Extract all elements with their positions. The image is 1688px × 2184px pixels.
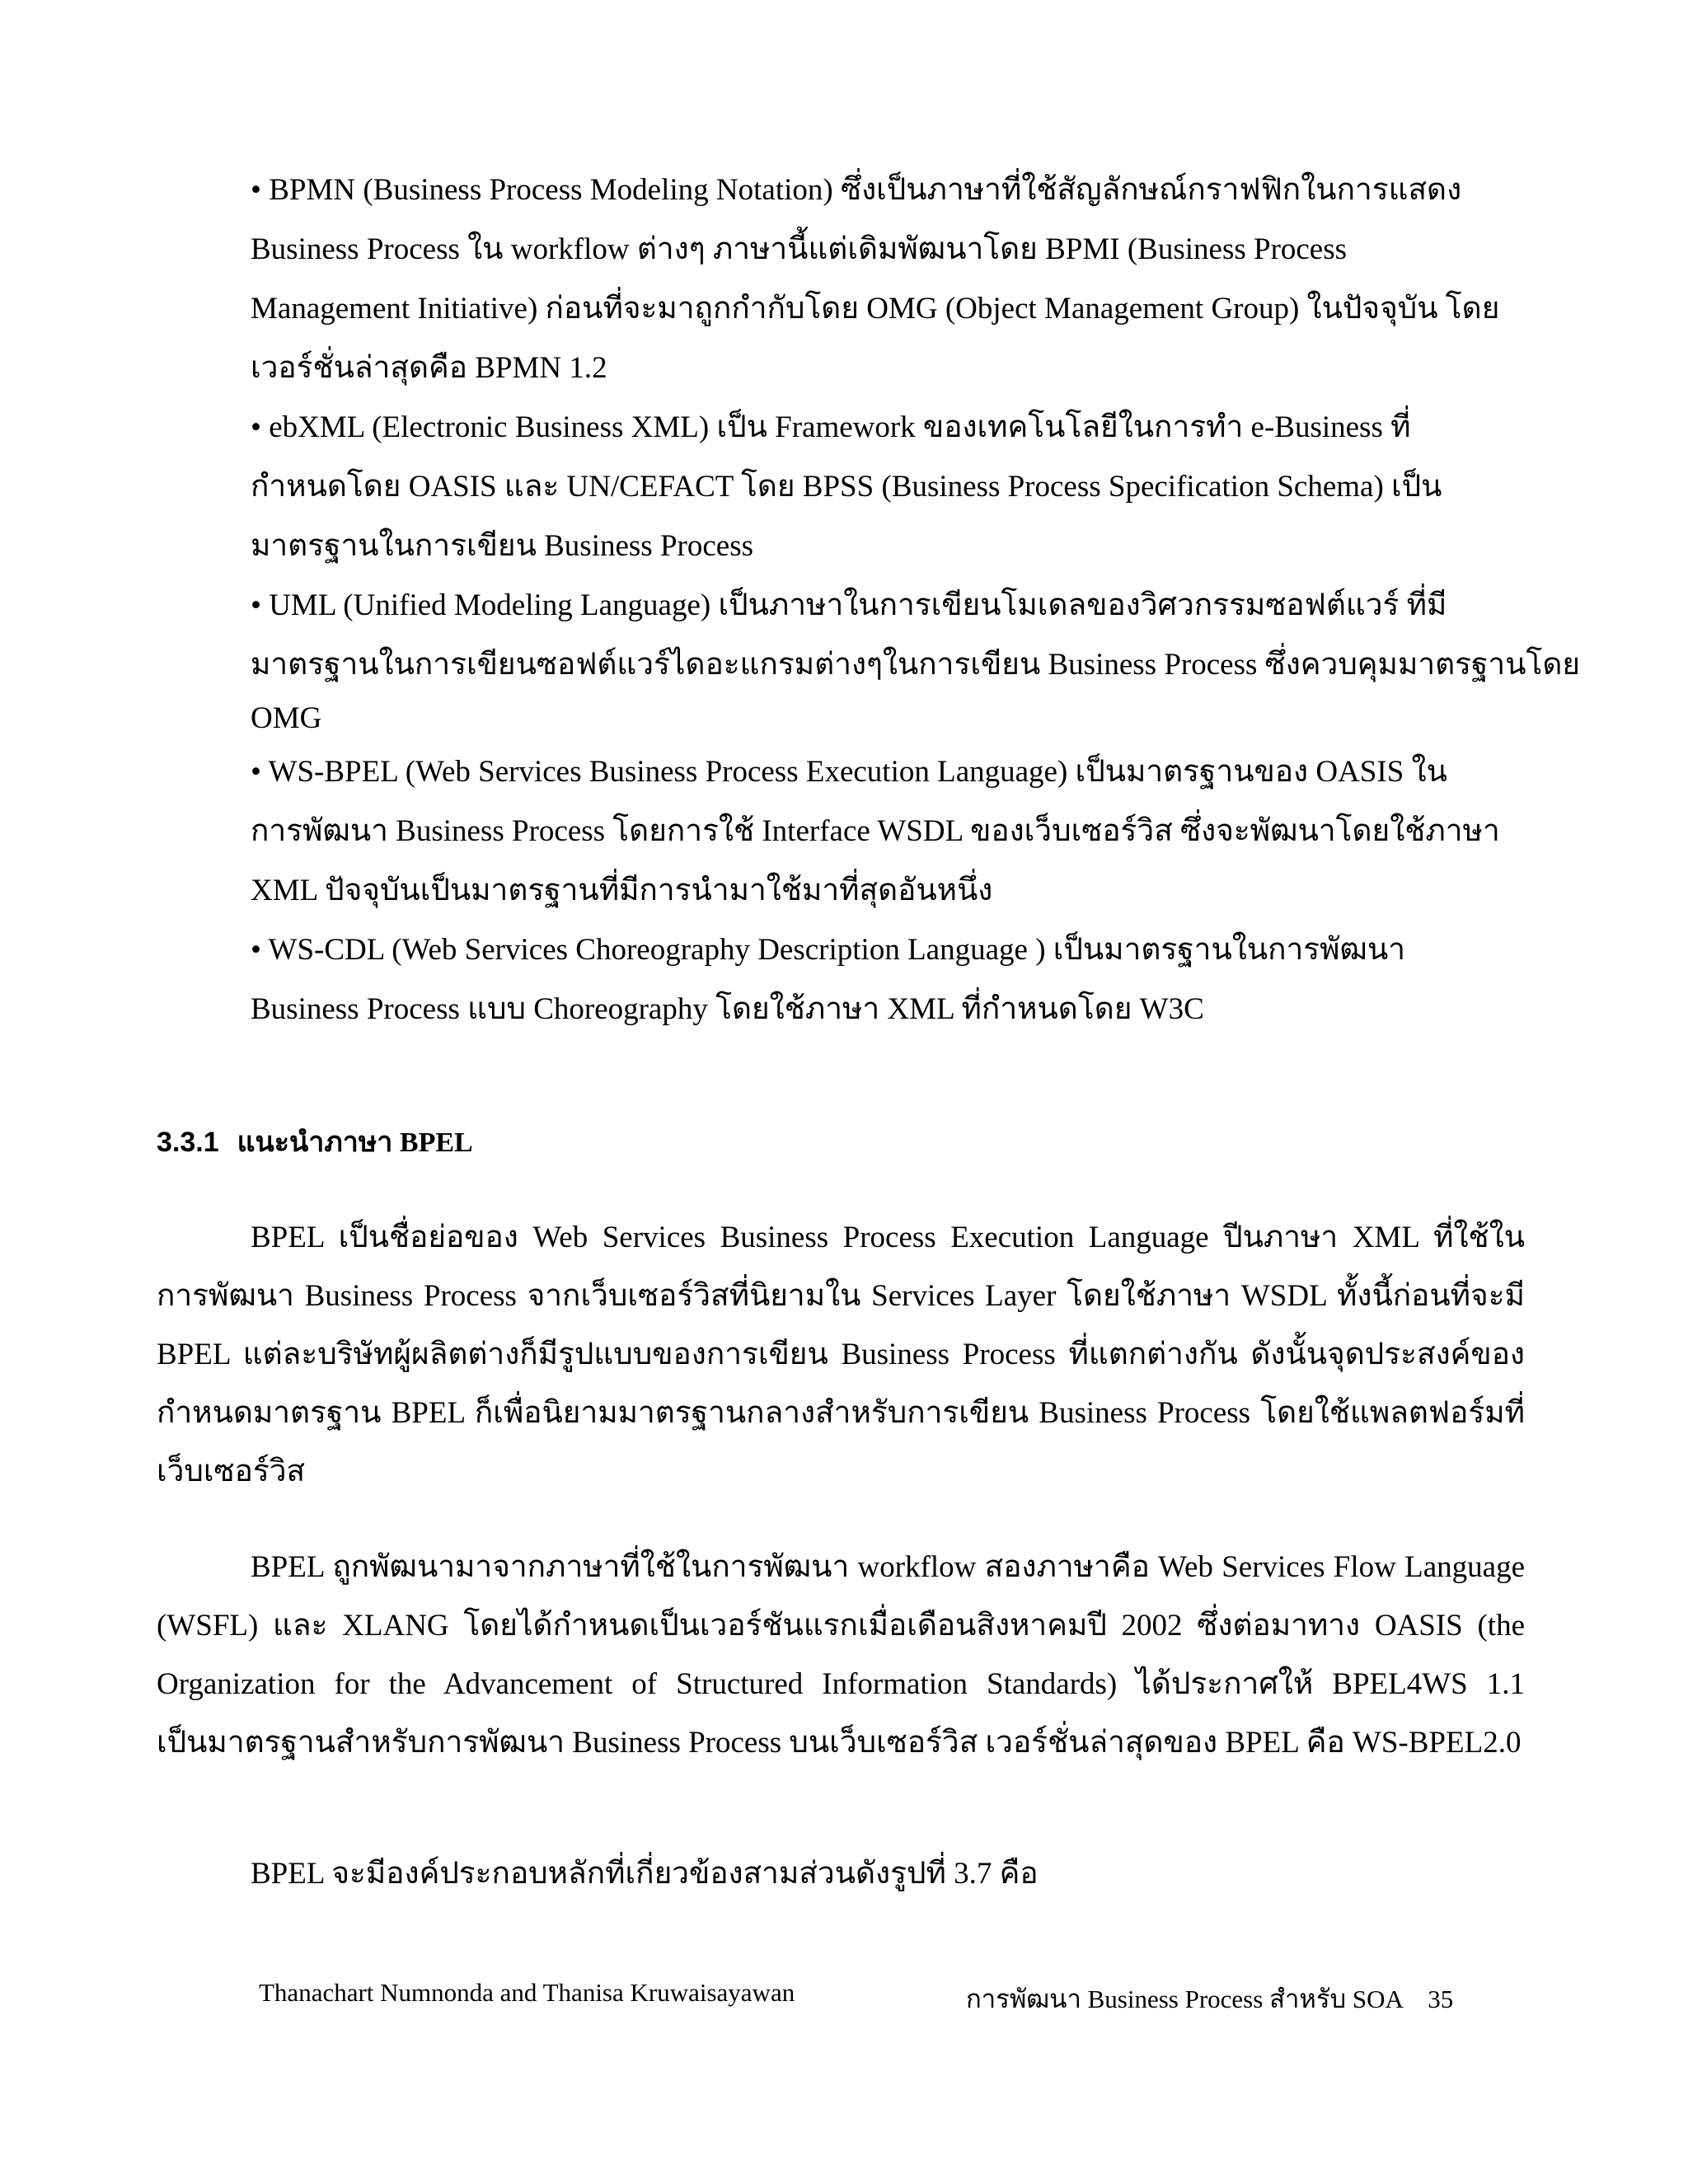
bullet-line: • ebXML (Electronic Business XML) เป็น Framework ของเทคโนโลยีในการทำ e-Business ที่ bbox=[251, 410, 1411, 444]
paragraph-line: BPEL แต่ละบริษัทผู้ผลิตต่างก็มีรูปแบบของการเขียน Business Process ที่แตกต่างกัน ดังนั้นจุดประสงค์ของ bbox=[157, 1338, 1525, 1371]
footer-title-page-number: การพัฒนา Business Process สำหรับ SOA 35 bbox=[966, 1985, 1454, 2013]
paragraph-bpel-history bbox=[157, 1538, 1525, 1772]
bullet-line: • WS-CDL (Web Services Choreography Description Language ) เป็นมาตรฐานในการพัฒนา bbox=[251, 933, 1406, 967]
standards-bullet-list bbox=[251, 161, 1581, 1039]
paragraph-bpel-components bbox=[157, 1844, 1525, 1903]
section-heading bbox=[157, 1119, 473, 1164]
bullet-line: Management Initiative) ก่อนที่จะมาถูกกำกับโดย OMG (Object Management Group) ในปัจจุบัน โดย bbox=[251, 292, 1500, 326]
bullet-line: • BPMN (Business Process Modeling Notation) ซึ่งเป็นภาษาที่ใช้สัญลักษณ์กราฟฟิกในการแสดง bbox=[251, 173, 1462, 207]
bullet-line: • WS-BPEL (Web Services Business Process Execution Language) เป็นมาตรฐานของ OASIS ใน bbox=[251, 755, 1447, 789]
paragraph-line: เป็นมาตรฐานสำหรับการพัฒนา Business Process บนเว็บเซอร์วิส เวอร์ชั่นล่าสุดของ BPEL คือ WS-BPEL2.0 bbox=[157, 1726, 1522, 1760]
paragraph-line: เว็บเซอร์วิส bbox=[157, 1455, 306, 1488]
paragraph-line: Organization for the Advancement of Structured Information Standards) ได้ประกาศให้ BPEL4WS 1.1 bbox=[157, 1667, 1525, 1701]
section-number: 3.3.1 bbox=[157, 1127, 219, 1158]
paragraph-line: การพัฒนา Business Process จากเว็บเซอร์วิสที่นิยามใน Services Layer โดยใช้ภาษา WSDL ทั้งนี้ก่อนที่จะมี bbox=[157, 1279, 1525, 1313]
paragraph-line: กำหนดมาตรฐาน BPEL ก็เพื่อนิยามมาตรฐานกลางสำหรับการเขียน Business Process โดยใช้แพลตฟอร์มที่ bbox=[157, 1396, 1525, 1430]
bullet-line: • UML (Unified Modeling Language) เป็นภาษาในการเขียนโมเดลของวิศวกรรมซอฟต์แวร์ ที่มี bbox=[251, 588, 1447, 622]
paragraph-line: BPEL เป็นชื่อย่อของ Web Services Business Process Execution Language ปีนภาษา XML ที่ใช้ใน bbox=[251, 1221, 1525, 1254]
bullet-line: XML ปัจจุบันเป็นมาตรฐานที่มีการนำมาใช้มาที่สุดอันหนึ่ง bbox=[251, 874, 993, 907]
bullet-line: Business Process ใน workflow ต่างๆ ภาษานี้แต่เดิมพัฒนาโดย BPMI (Business Process bbox=[251, 232, 1348, 266]
bullet-line: มาตรฐานในการเขียน Business Process bbox=[251, 529, 753, 563]
footer-authors: Thanachart Numnonda and Thanisa Kruwaisayawan bbox=[259, 1978, 795, 2007]
bullet-line: OMG bbox=[251, 701, 322, 735]
bullet-line: Business Process แบบ Choreography โดยใช้ภาษา XML ที่กำหนดโดย W3C bbox=[251, 992, 1204, 1026]
bullet-line: มาตรฐานในการเขียนซอฟต์แวร์ไดอะแกรมต่างๆในการเขียน Business Process ซึ่งควบคุมมาตรฐานโดย bbox=[251, 648, 1581, 682]
section-title: แนะนำภาษา BPEL bbox=[237, 1127, 473, 1158]
paragraph-line: BPEL จะมีองค์ประกอบหลักที่เกี่ยวข้องสามส่วนดังรูปที่ 3.7 คือ bbox=[251, 1857, 1039, 1891]
bullet-line: เวอร์ชั่นล่าสุดคือ BPMN 1.2 bbox=[251, 351, 607, 385]
paragraph-line: (WSFL) และ XLANG โดยได้กำหนดเป็นเวอร์ชันแรกเมื่อเดือนสิงหาคมปี 2002 ซึ่งต่อมาทาง OASIS (the bbox=[157, 1609, 1525, 1643]
bullet-line: การพัฒนา Business Process โดยการใช้ Interface WSDL ของเว็บเซอร์วิส ซึ่งจะพัฒนาโดยใช้ภาษา bbox=[251, 814, 1500, 848]
paragraph-line: BPEL ถูกพัฒนามาจากภาษาที่ใช้ในการพัฒนา workflow สองภาษาคือ Web Services Flow Language bbox=[251, 1550, 1525, 1584]
paragraph-bpel-intro bbox=[157, 1208, 1525, 1501]
bullet-line: กำหนดโดย OASIS และ UN/CEFACT โดย BPSS (Business Process Specification Schema) เป็น bbox=[251, 470, 1442, 504]
